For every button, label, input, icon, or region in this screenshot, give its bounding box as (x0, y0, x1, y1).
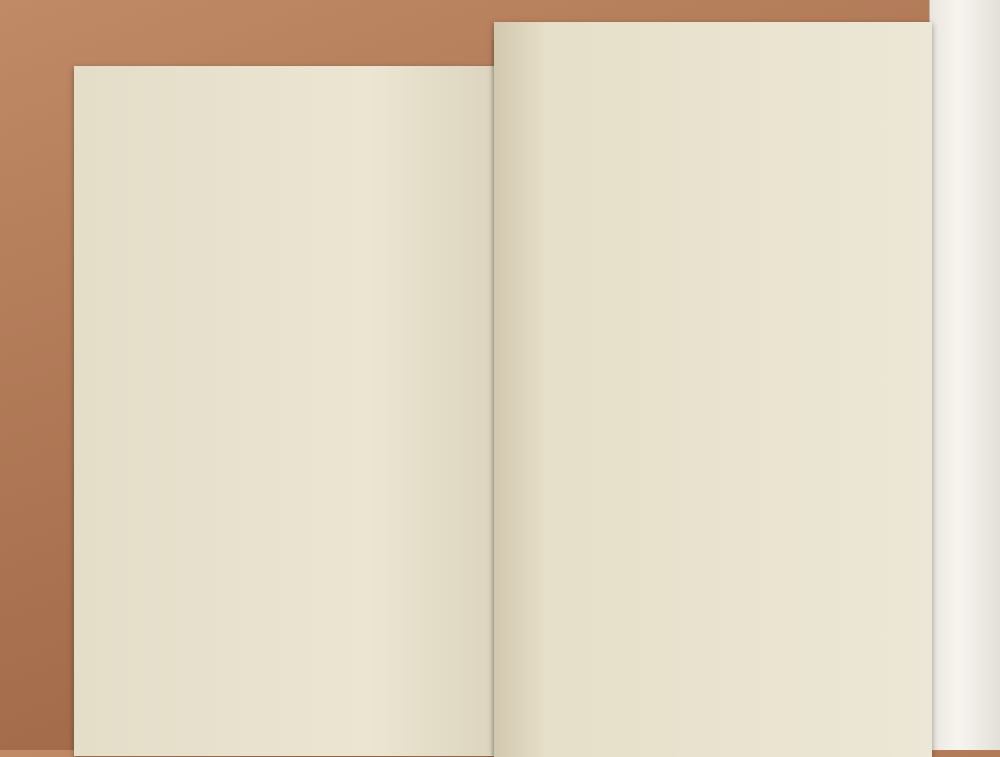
left-page (74, 66, 498, 756)
right-page (494, 22, 932, 757)
table-edge (929, 0, 1000, 750)
